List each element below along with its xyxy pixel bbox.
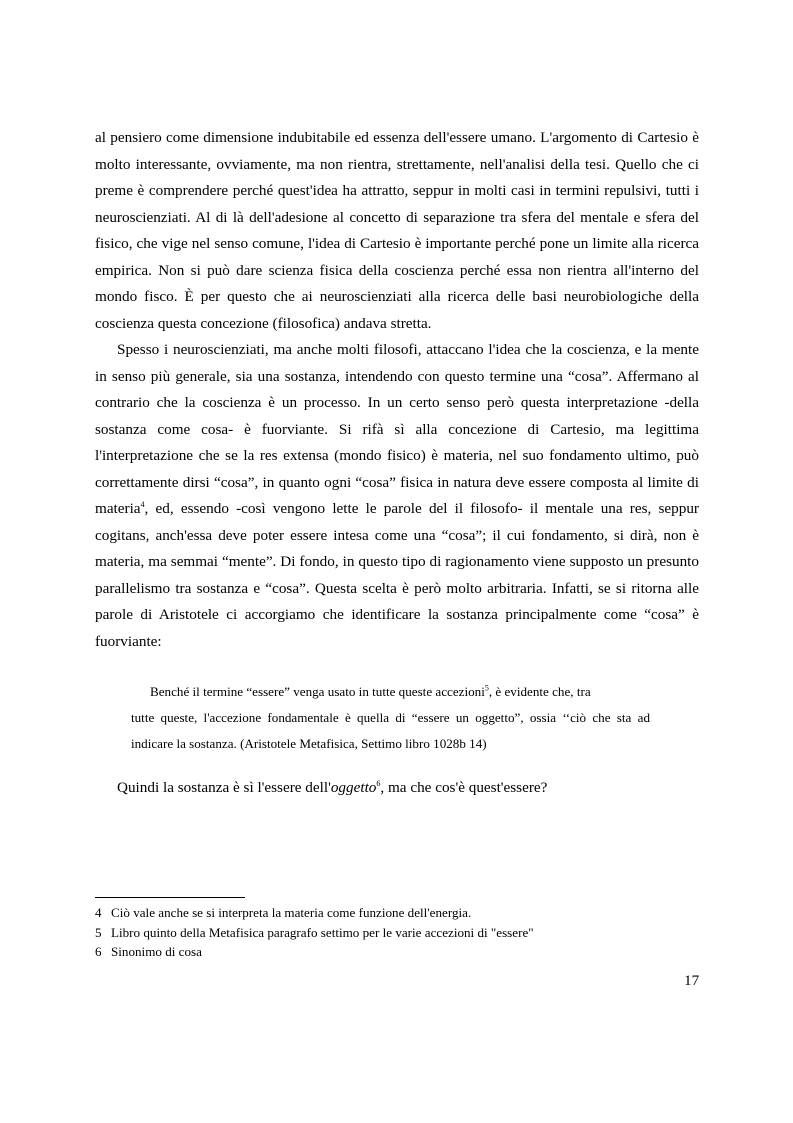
footnote-text: Ciò vale anche se si interpreta la materia come funzione dell'energia. xyxy=(111,905,472,920)
quote-text-b: , è evidente che, tra xyxy=(488,684,591,699)
paragraph-3 xyxy=(95,775,699,802)
footnote-number: 6 xyxy=(95,944,102,959)
footnote-4 xyxy=(95,903,699,923)
paragraph-3-text-b: , ma che cos'è quest'essere? xyxy=(380,779,548,796)
footnote-5 xyxy=(95,923,699,943)
block-quote xyxy=(131,679,650,757)
paragraph-2-text-a: Spesso i neuroscienziati, ma anche molti filosofi, attaccano l'idea che la coscienza, e la mente in senso più generale, sia una sostanza, intendendo con questo termine una “cosa”. Affermano al contrario che la coscienza è un processo. In un certo senso però questa interpretazione -della sostanza come cosa- è fuorviante. Si rifà sì alla concezione di Cartesio, ma legittima l'interpretazione che se la res extensa (mondo fisico) è materia, nel suo fondamento ultimo, può correttamente dirsi “cosa”, in quanto ogni “cosa” fisica in natura deve essere composta al limite di materia xyxy=(95,341,699,517)
footnote-separator xyxy=(95,897,245,898)
paragraph-3-text-a: Quindi la sostanza è sì l'essere dell' xyxy=(117,779,331,796)
paragraph-3-italic: oggetto xyxy=(330,779,377,796)
paragraph-2 xyxy=(95,337,699,655)
spacer xyxy=(95,655,699,679)
footnote-number: 5 xyxy=(95,924,102,940)
paragraph-1: al pensiero come dimensione indubitabile ed essenza dell'essere umano. L'argomento di Cartesio è molto interessante, ovviamente, ma non rientra, strettamente, nell'analisi della tesi. Quello che ci preme è comprendere perché quest'idea ha attratto, seppur in molti casi in termini repulsivi, tutti i neuroscienziati. Al di là dell'adesione al concetto di separazione tra sfera del mentale e sfera del fisico, che vige nel senso comune, l'idea di Cartesio è importante perché pone un limite alla ricerca empirica. Non si può dare scienza fisica della coscienza perché essa non rientra all'interno del mondo fisco. È per questo che ai neuroscienziati alla ricerca delle basi neurobiologiche della coscienza questa concezione (filosofica) andava stretta. xyxy=(95,129,699,332)
footnote-number: 4 xyxy=(95,905,102,920)
footnote-text: Libro quinto della Metafisica paragrafo settimo per le varie accezioni di "essere" xyxy=(111,924,534,940)
quote-line-1 xyxy=(131,679,650,705)
footnotes xyxy=(95,903,699,962)
footnote-6 xyxy=(95,942,699,962)
footnote-text: Sinonimo di cosa xyxy=(111,944,202,959)
quote-text-a: Benché il termine “essere” venga usato in tutte queste accezioni xyxy=(150,684,485,699)
quote-rest: tutte queste, l'accezione fondamentale è quella di “essere un oggetto”, ossia ‘‘ciò che sta ad indicare la sostanza. (Aristotele Metafisica, Settimo libro 1028b 14) xyxy=(131,710,650,751)
paragraph-2-text-b: , ed, essendo -così vengono lette le parole del il filosofo- il mentale una res, seppur cogitans, anch'essa deve poter essere intesa come una “cosa”; il cui fondamento, si dirà, non è materia, ma semmai “mente”. Di fondo, in questo tipo di ragionamento viene supposto un presunto parallelismo tra sostanza e “cosa”. Questa scelta è però molto arbitraria. Infatti, se si ritorna alle parole di Aristotele ci accorgiamo che identificare la sostanza principalmente come “cosa” è fuorviante: xyxy=(95,500,699,650)
page-body xyxy=(95,125,699,802)
footnote-ref-6: 6 xyxy=(376,778,381,788)
footnote-ref-4: 4 xyxy=(140,499,145,509)
footnote-ref-5: 5 xyxy=(484,683,489,693)
page-number: 17 xyxy=(684,972,700,989)
